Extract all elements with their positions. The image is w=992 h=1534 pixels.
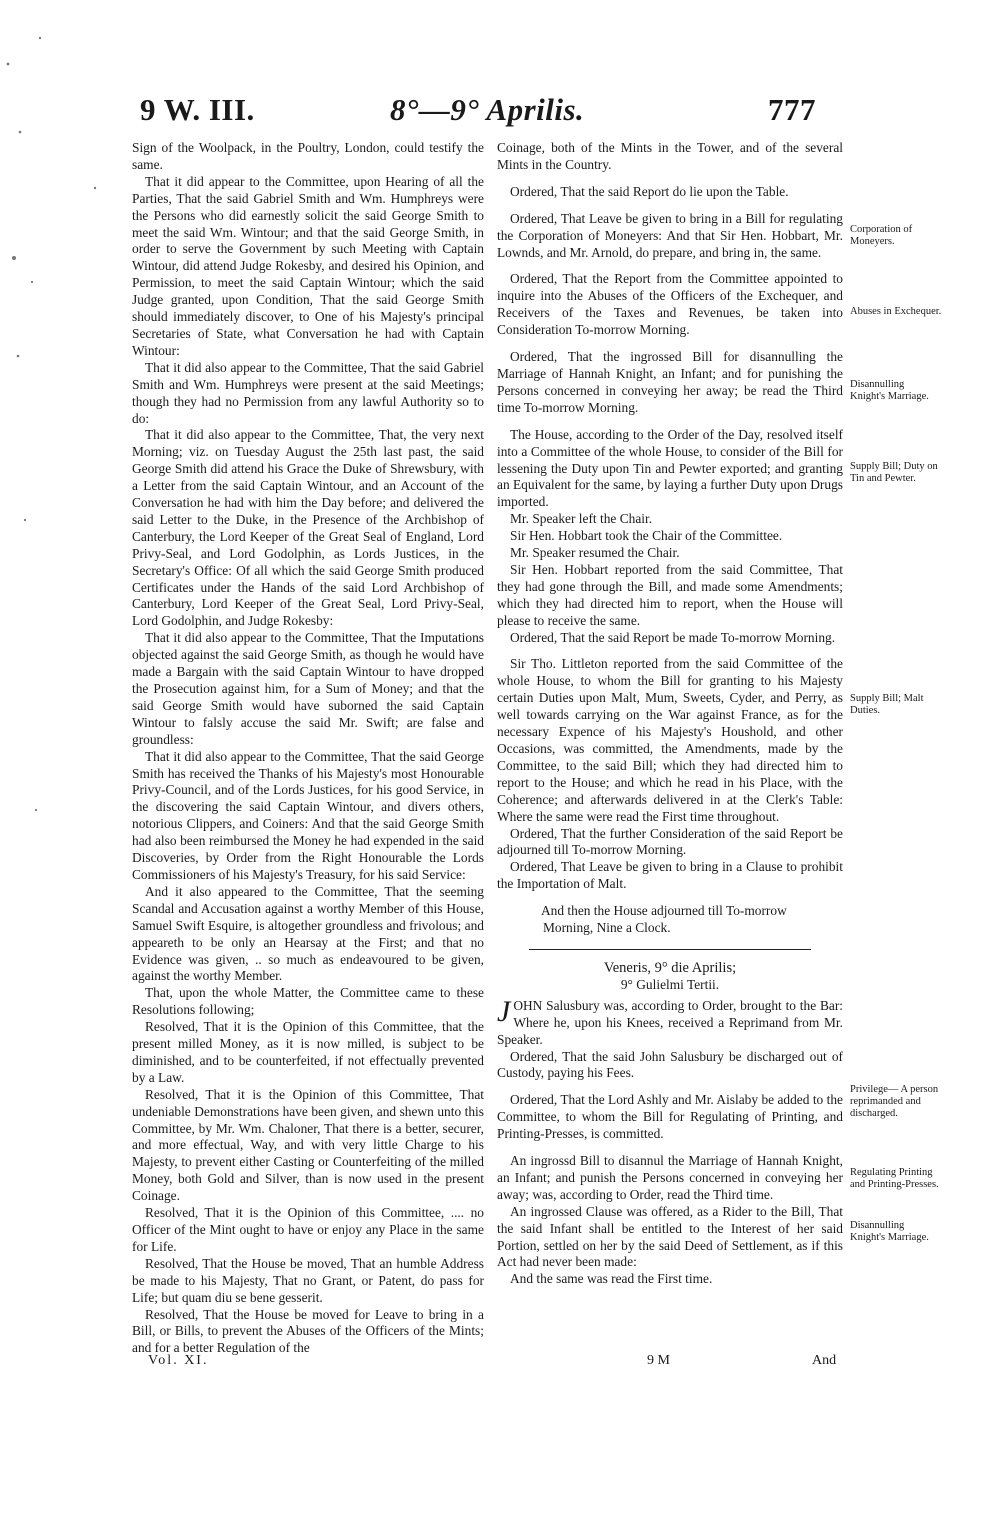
- section-divider: [529, 949, 811, 950]
- adjournment-time: Morning, Nine a Clock.: [543, 920, 671, 936]
- order: Ordered, That the Report from the Committee appointed to inquire into the Abuses of the Officers of the Exchequer, and Receivers of the Taxes and Revenues, be taken into Consideration To-morrow Morning.: [497, 271, 843, 338]
- paragraph: And it also appeared to the Committee, That the seeming Scandal and Accusation against a worthy Member of this House, Samuel Swift Esquire, is altogether groundless and frivolous; and appeareth to be only an Hearsay at the First; and that no Evidence was given, .. so much as endeavoured to be given, against the worthy Member.: [132, 883, 484, 984]
- resolution: Resolved, That it is the Opinion of this Committee, .... no Officer of the Mint ought to have or enjoy any Place in the same for Life.: [132, 1205, 484, 1254]
- margin-note: Disannulling Knight's Marriage.: [850, 379, 929, 402]
- resolution: Resolved, That the House be moved for Leave to bring in a Bill, or Bills, to prevent the Abuses of the Officers of the Mints; and for a better Regulation of the: [132, 1306, 484, 1356]
- order: Ordered, That Leave be given to bring in a Clause to prohibit the Importation of Malt.: [497, 859, 843, 892]
- paragraph: And the same was read the First time.: [510, 1271, 713, 1287]
- margin-note: Disannulling Knight's Marriage.: [850, 1220, 929, 1243]
- order: Ordered, That the ingrossed Bill for disannulling the Marriage of Hannah Knight, an Infant; and for punishing the Persons concerned in conveying her away; be read the Third time To-morrow Morning.: [497, 349, 843, 415]
- page-number: 777: [768, 92, 816, 127]
- margin-note: Supply Bill; Duty on Tin and Pewter.: [850, 461, 938, 484]
- paragraph: Sir Tho. Littleton reported from the said Committee of the whole House, to whom the Bill for granting to his Majesty certain Duties upon Malt, Mum, Sweets, Cyder, and Perry, as well towards carrying on the War against France, as for the necessary Expence of his Majesty's Houshold, and other Occasions, was committed, the Amendments, made by the Committee, to the said Bill; which they had directed him to report to the House; and which he read in his Place, with the Coherence; and afterwards delivered in at the Clerk's Table: Where the same were read the First time throughout.: [497, 656, 843, 824]
- paragraph-text: OHN Salusbury was, according to Order, brought to the Bar: Where he, upon his Knees, received a Reprimand from Mr. Speaker.: [497, 997, 843, 1047]
- signature-mark: 9 M: [647, 1353, 670, 1368]
- adjournment: And then the House adjourned till To-morrow: [541, 903, 787, 919]
- paragraph: Sir Hen. Hobbart took the Chair of the Committee.: [510, 528, 783, 544]
- volume-label: Vol. XI.: [148, 1353, 209, 1368]
- margin-note: Privilege— A person reprimanded and discharged.: [850, 1084, 939, 1119]
- resolution: Resolved, That it is the Opinion of this Committee, that the present milled Money, as it is now milled, is subject to be diminished, and to be counterfeited, if not effectually prevented by a Law.: [132, 1019, 484, 1085]
- margin-note: Abuses in Exchequer.: [850, 306, 942, 317]
- drop-cap: J: [497, 994, 511, 1028]
- paragraph: That, upon the whole Matter, the Committee came to these Resolutions following;: [132, 985, 484, 1018]
- paragraph: An ingrossed Clause was offered, as a Rider to the Bill, That the said Infant shall be entitled to the Interest of her said Portion, settled on her by the said Deed of Settlement, as if this Act had never been made:: [497, 1203, 843, 1270]
- paragraph: Mr. Speaker resumed the Chair.: [510, 545, 680, 561]
- order: Ordered, That the said Report do lie upon the Table.: [510, 183, 789, 199]
- right-column: [497, 140, 843, 1288]
- left-column: [132, 140, 484, 1357]
- paragraph: Mr. Speaker left the Chair.: [510, 511, 653, 527]
- date-heading: Veneris, 9° die Aprilis;: [603, 959, 737, 976]
- margin-note: Supply Bill; Malt Duties.: [850, 693, 924, 716]
- catchword: And: [812, 1353, 837, 1368]
- paragraph: That it did appear to the Committee, upon Hearing of all the Parties, That the said Gabriel Smith and Wm. Humphreys were the Persons who did earnestly solicit the said George Smith to meet the said Wm. Wintour; and that the said George Smith, in order to serve the Government by such Meeting with Captain Wintour, did attend Judge Rokesby, and desired his Opinion, and Permission, to meet the said Captain Wintour; which the said Judge granted, upon Condition, That the said George Smith should immediately discover, to One of his Majesty's principal Secretaries of State, what Conversation he had with Captain Wintour:: [132, 173, 484, 358]
- order: Ordered, That the further Consideration of the said Report be adjourned till To-morrow Morning.: [497, 825, 843, 858]
- resolution: Resolved, That the House be moved, That an humble Address be made to his Majesty, That no Grant, or Patent, do pass for Life; but quam diu se bene gesserit.: [132, 1255, 484, 1305]
- paragraph: Sir Hen. Hobbart reported from the said Committee, That they had gone through the Bill, and made some Amendments; which they had directed him to report, when the House will please to receive the same.: [497, 561, 843, 628]
- paragraph: An ingrossd Bill to disannul the Marriage of Hannah Knight, an Infant; and punish the Persons concerned in conveying her away; was, according to Order, read the Third time.: [497, 1153, 843, 1202]
- margin-note: Corporation of Moneyers.: [850, 224, 913, 247]
- paragraph: Coinage, both of the Mints in the Tower, and of the several Mints in the Country.: [497, 140, 843, 172]
- paragraph: Sign of the Woolpack, in the Poultry, London, could testify the same.: [132, 140, 484, 172]
- header-date: 8°—9° Aprilis.: [390, 92, 585, 127]
- paper-specks-decoration: [0, 0, 130, 1534]
- paragraph: That it did also appear to the Committee, That the said Gabriel Smith and Wm. Humphreys were present at the said Meetings; though they had no Permission from any lawful Authority so to do:: [132, 359, 484, 426]
- paragraph: The House, according to the Order of the Day, resolved itself into a Committee of the whole House, to consider of the Bill for lessening the Duty upon Tin and Pewter exported; and granting an Equivalent for the same, by laying a further Duty upon Drugs imported.: [497, 426, 843, 510]
- order: Ordered, That the said John Salusbury be discharged out of Custody, paying his Fees.: [497, 1048, 843, 1081]
- header-regnal-year: 9 W. III.: [140, 92, 255, 127]
- paragraph: That it did also appear to the Committee, That, the very next Morning; viz. on Tuesday August the 25th last past, the said George Smith did attend his Grace the Duke of Shrewsbury, with a Letter from the said Captain Wintour, and an Account of the Conversation he had with him the Day before; and delivered the said Letter to the Duke, in the Presence of the Archbishop of Canterbury, the Lord Keeper of the Great Seal of England, Lord Privy-Seal, and Lord Godolphin, as Lords Justices, in the Secretary's Office: Of all which the said George Smith produced Certificates under the Hands of the said Lord Archbishop of Canterbury, Lord Keeper of the Great Seal, Lord Privy-Seal, Lord Godolphin, and Judge Rokesby:: [132, 427, 484, 629]
- regnal-heading: 9° Gulielmi Tertii.: [620, 976, 720, 992]
- order: Ordered, That the Lord Ashly and Mr. Aislaby be added to the Committee, to whom the Bill for Regulating of Printing, and Printing-Presses, is committed.: [497, 1092, 843, 1142]
- margin-note: Regulating Printing and Printing-Presses.: [850, 1167, 939, 1190]
- paragraph: That it did also appear to the Committee, That the Imputations objected against the said George Smith, as though he would have made a Bargain with the said Captain Wintour to have dropped the Prosecution against him, for a Sum of Money; and that the said George Smith would have suborned the said Captain Wintour to falsly accuse the said Mr. Swift; are false and groundless:: [132, 630, 484, 747]
- order: Ordered, That the said Report be made To-morrow Morning.: [510, 629, 836, 645]
- resolution: Resolved, That it is the Opinion of this Committee, That undeniable Demonstrations have been given, and shewn unto this Committee, by Mr. Wm. Chaloner, That there is a better, securer, and more effectual, Way, and with very little Charge to his Majesty, to prevent either Casting or Counterfeiting of the milled Money, both Gold and Silver, than is now used in the present Coinage.: [132, 1086, 484, 1204]
- paragraph: That it did also appear to the Committee, That the said George Smith has received the Thanks of his Majesty's most Honourable Privy-Council, and of the Lords Justices, for his good Service, in the discovering the said Captain Wintour, and divers others, notorious Clippers, and Coiners: And that the said George Smith had also been reimbursed the Money he had expended in the said Discoveries, by Order from the Right Honourable the Lords Commissioners of his Majesty's Treasury, for his said Service:: [132, 748, 484, 882]
- order: Ordered, That Leave be given to bring in a Bill for regulating the Corporation of Moneyers: And that Sir Hen. Hobbart, Mr. Lownds, and Mr. Arnold, do prepare, and bring in, the same.: [497, 210, 843, 260]
- paragraph: [497, 994, 843, 1049]
